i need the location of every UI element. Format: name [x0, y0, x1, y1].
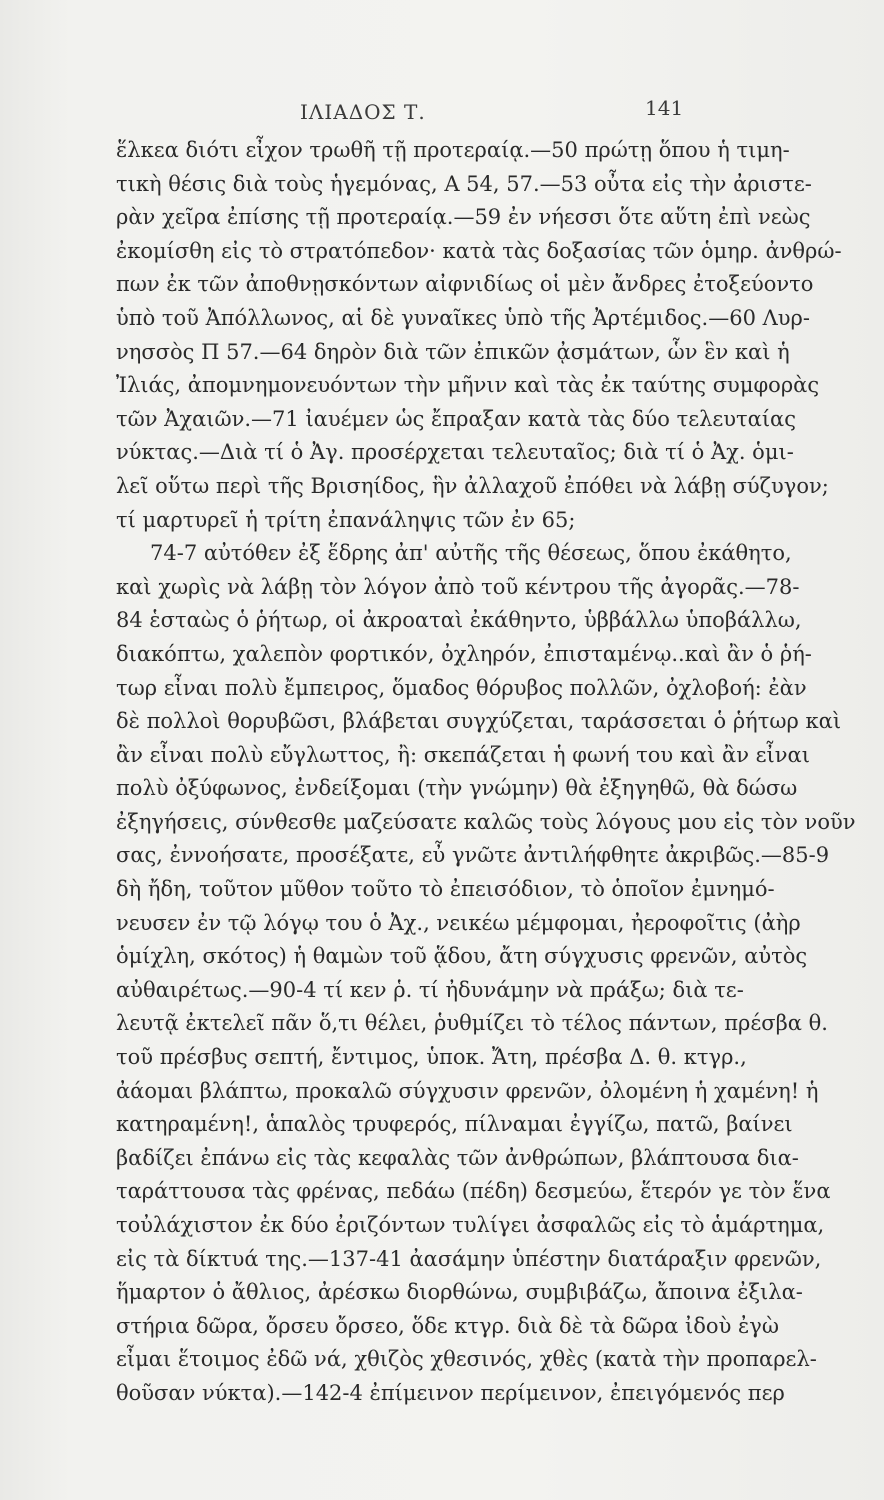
text-line: δὴ ἤδη, τοῦτον μῦθον τοῦτο τὸ ἐπεισόδιον, τὸ ὁποῖον ἐμνημό-: [116, 877, 775, 902]
text-line: εἶμαι ἕτοιμος ἐδῶ νά, χθιζὸς χθεσινός, χθὲς (κατὰ τὴν προπαρελ-: [116, 1347, 817, 1372]
text-line: σας, ἐννοήσατε, προσέξατε, εὖ γνῶτε ἀντιλήφθητε ἀκριβῶς.—85-9: [116, 843, 830, 868]
text-line: αὐθαιρέτως.—90-4 τί κεν ῥ. τί ἠδυνάμην νὰ πράξω; διὰ τε-: [116, 977, 744, 1002]
text-line: ἂν εἶναι πολὺ εὔγλωττος, ἢ: σκεπάζεται ἡ φωνή του καὶ ἂν εἶναι: [116, 742, 810, 767]
text-line: ὑπὸ τοῦ Ἀπόλλωνος, αἱ δὲ γυναῖκες ὑπὸ τῆς Ἀρτέμιδος.—60 Λυρ-: [116, 305, 810, 330]
text-line: 84 ἑσταὼς ὁ ῥήτωρ, οἱ ἀκροαταὶ ἐκάθηντο, ὑββάλλω ὑποβάλλω,: [116, 608, 802, 633]
text-line: δὲ πολλοὶ θορυβῶσι, βλάβεται συγχύζεται, ταράσσεται ὁ ῥήτωρ καὶ: [116, 709, 842, 734]
running-head: [0, 96, 884, 130]
text-line: νησσὸς Π 57.—64 δηρὸν διὰ τῶν ἐπικῶν ᾀσμάτων, ὧν ἓν καὶ ἡ: [116, 339, 790, 364]
text-line: ὁμίχλη, σκότος) ἡ θαμὼν τοῦ ᾅδου, ἄτη σύγχυσις φρενῶν, αὐτὸς: [116, 944, 808, 969]
text-line: τωρ εἶναι πολὺ ἔμπειρος, ὅμαδος θόρυβος πολλῶν, ὀχλοβοή: ἐὰν: [116, 675, 807, 700]
text-line: πολὺ ὀξύφωνος, ἐνδείξομαι (τὴν γνώμην) θὰ ἐξηγηθῶ, θὰ δώσω: [116, 776, 798, 801]
text-line: θοῦσαν νύκτα).—142-4 ἐπίμεινον περίμεινον, ἐπειγόμενός περ: [116, 1380, 785, 1405]
text-line: ταράττουσα τὰς φρένας, πεδάω (πέδη) δεσμεύω, ἕτερόν γε τὸν ἕνα: [116, 1179, 831, 1204]
text-line: νευσεν ἐν τῷ λόγῳ του ὁ Ἀχ., νεικέω μέμφομαι, ἠεροφοῖτις (ἀὴρ: [116, 910, 801, 935]
text-line: Ἰλιάς, ἀπομνημονευόντων τὴν μῆνιν καὶ τὰς ἐκ ταύτης συμφορὰς: [116, 373, 820, 398]
text-line: κατηραμένη!, ἁπαλὸς τρυφερός, πίλναμαι ἐγγίζω, πατῶ, βαίνει: [116, 1112, 793, 1137]
text-line: ρὰν χεῖρα ἐπίσης τῇ προτεραίᾳ.—59 ἐν νήεσσι ὅτε αὕτη ἐπὶ νεὼς: [116, 205, 811, 230]
text-line: 74-7 αὐτόθεν ἐξ ἕδρης ἀπ' αὐτῆς τῆς θέσεως, ὅπου ἐκάθητο,: [150, 541, 792, 566]
text-line: λευτᾷ ἐκτελεῖ πᾶν ὅ,τι θέλει, ῥυθμίζει τὸ τέλος πάντων, πρέσβα θ.: [116, 1011, 828, 1036]
text-line: ἐκομίσθη εἰς τὸ στρατόπεδον· κατὰ τὰς δοξασίας τῶν ὁμηρ. ἀνθρώ-: [116, 238, 842, 263]
text-line: λεῖ οὕτω περὶ τῆς Βρισηίδος, ἣν ἀλλαχοῦ ἐπόθει νὰ λάβῃ σύζυγον;: [116, 473, 829, 498]
text-line: διακόπτω, χαλεπὸν φορτικόν, ὀχληρόν, ἐπισταμένῳ..καὶ ἂν ὁ ῥή-: [116, 641, 812, 666]
text-line: τικὴ θέσις διὰ τοὺς ἡγεμόνας, Α 54, 57.—53 οὖτα εἰς τὴν ἀριστε-: [116, 171, 812, 196]
text-line: νύκτας.—Διὰ τί ὁ Ἀγ. προσέρχεται τελευταῖος; διὰ τί ὁ Ἀχ. ὁμι-: [116, 440, 794, 465]
text-line: βαδίζει ἐπάνω εἰς τὰς κεφαλὰς τῶν ἀνθρώπων, βλάπτουσα δια-: [116, 1145, 799, 1170]
text-line: τί μαρτυρεῖ ἡ τρίτη ἐπανάληψις τῶν ἐν 65;: [116, 507, 576, 532]
text-line: ἐξηγήσεις, σύνθεσθε μαζεύσατε καλῶς τοὺς λόγους μου εἰς τὸν νοῦν: [116, 809, 856, 834]
commentary-text: [116, 134, 856, 1411]
text-line: εἰς τὰ δίκτυά της.—137-41 ἀασάμην ὑπέστην διατάραξιν φρενῶν,: [116, 1246, 822, 1271]
text-line: ἀάομαι βλάπτω, προκαλῶ σύγχυσιν φρενῶν, ὀλομένη ἡ χαμένη! ἡ: [116, 1078, 819, 1103]
running-head-title: ΙΛΙΑΔΟΣ Τ.: [300, 100, 426, 124]
page-number: 141: [645, 96, 684, 120]
text-line: πων ἐκ τῶν ἀποθνῃσκόντων αἰφνιδίως οἱ μὲν ἄνδρες ἐτοξεύοντο: [116, 272, 814, 297]
text-line: καὶ χωρὶς νὰ λάβῃ τὸν λόγον ἀπὸ τοῦ κέντρου τῆς ἀγορᾶς.—78-: [116, 574, 800, 599]
text-line: τῶν Ἀχαιῶν.—71 ἰαυέμεν ὡς ἔπραξαν κατὰ τὰς δύο τελευταίας: [116, 406, 796, 431]
text-line: στήρια δῶρα, ὄρσευ ὄρσεο, ὅδε κτγρ. διὰ δὲ τὰ δῶρα ἰδοὺ ἐγὼ: [116, 1313, 779, 1338]
text-line: τοῦ πρέσβυς σεπτή, ἔντιμος, ὑποκ. Ἄτη, πρέσβα Δ. θ. κτγρ.,: [116, 1045, 747, 1070]
text-line: τοὐλάχιστον ἐκ δύο ἐριζόντων τυλίγει ἀσφαλῶς εἰς τὸ ἁμάρτημα,: [116, 1213, 825, 1237]
text-line: ἕλκεα διότι εἶχον τρωθῆ τῇ προτεραίᾳ.—50 πρώτῃ ὅπου ἡ τιμη-: [116, 138, 790, 162]
text-line: ἥμαρτον ὁ ἄθλιος, ἀρέσκω διορθώνω, συμβιβάζω, ἄποινα ἐξιλα-: [116, 1280, 803, 1305]
